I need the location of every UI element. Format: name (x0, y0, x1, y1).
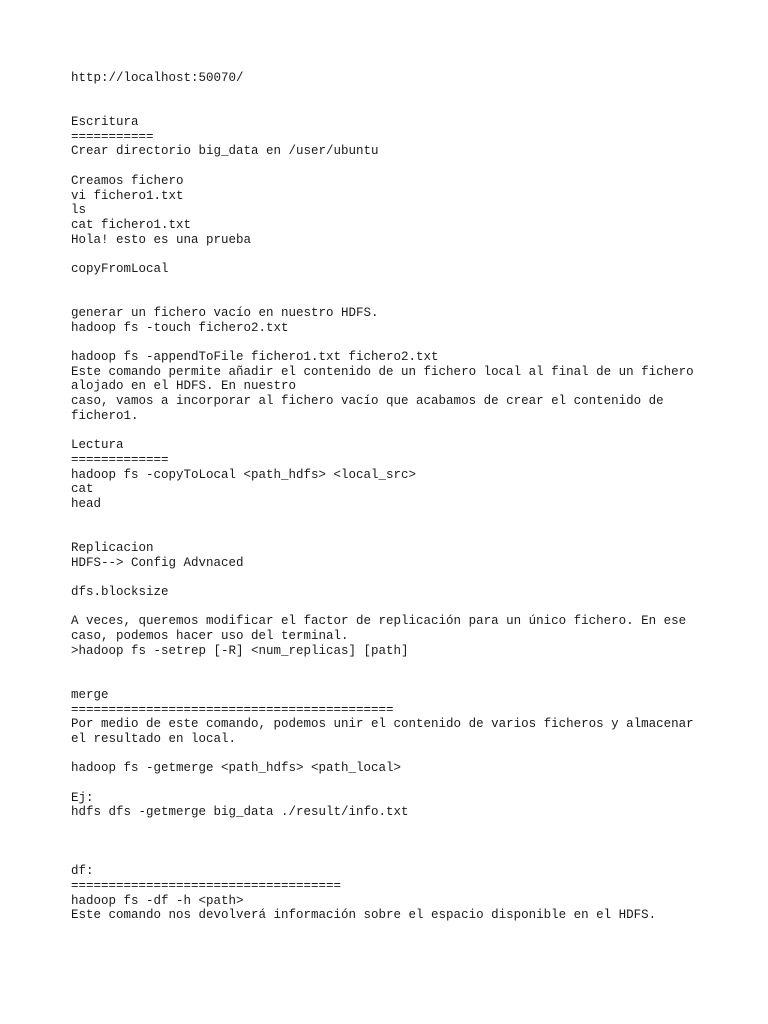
text-line: =========== (71, 129, 154, 144)
blank-line (71, 820, 728, 835)
text-line: http://localhost:50070/ (71, 71, 244, 85)
text-line: HDFS--> Config Advnaced (71, 555, 244, 570)
text-line: =========================================== (71, 702, 394, 717)
text-line: generar un fichero vacío en nuestro HDFS. (71, 306, 379, 320)
blank-line (71, 512, 728, 527)
blank-line (71, 277, 728, 292)
blank-line (71, 747, 728, 762)
blank-line (71, 659, 728, 674)
blank-line (71, 86, 728, 101)
text-line: hadoop fs -getmerge <path_hdfs> <path_local> (71, 761, 402, 776)
text-line: copyFromLocal (71, 261, 169, 276)
blank-line (71, 526, 728, 541)
text-line: vi fichero1.txt (71, 188, 184, 203)
blank-line (71, 291, 728, 306)
text-line: Creamos fichero (71, 173, 184, 188)
text-line: merge (71, 687, 109, 702)
blank-line (71, 600, 728, 615)
text-line: Escritura (71, 115, 139, 130)
text-line: Ej: (71, 790, 94, 805)
blank-line (71, 835, 728, 850)
blank-line (71, 100, 728, 115)
text-line: df: (71, 864, 94, 879)
document-text-body (71, 71, 728, 923)
text-line: Lectura (71, 438, 124, 453)
text-line: Replicacion (71, 541, 154, 555)
text-line: caso, vamos a incorporar al fichero vacío que acabamos de crear el contenido de (71, 394, 664, 409)
text-line: fichero1. (71, 408, 139, 423)
text-line: cat (71, 482, 94, 497)
text-line: ls (71, 203, 87, 218)
text-line: ============= (71, 452, 169, 467)
blank-line (71, 159, 728, 174)
blank-line (71, 673, 728, 688)
text-line: Por medio de este comando, podemos unir el contenido de varios ficheros y almacenar (71, 717, 694, 732)
text-line: Este comando nos devolverá información sobre el espacio disponible en el HDFS. (71, 908, 657, 923)
text-line: alojado en el HDFS. En nuestro (71, 379, 297, 394)
blank-line (71, 570, 728, 585)
blank-line (71, 849, 728, 864)
blank-line (71, 247, 728, 262)
text-line: head (71, 496, 102, 511)
text-line: hadoop fs -appendToFile fichero1.txt fichero2.txt (71, 350, 439, 365)
text-line: dfs.blocksize (71, 585, 169, 600)
text-line: Hola! esto es una prueba (71, 232, 252, 247)
text-line: cat fichero1.txt (71, 217, 192, 232)
blank-line (71, 776, 728, 791)
text-line: el resultado en local. (71, 731, 237, 746)
text-line: hadoop fs -copyToLocal <path_hdfs> <local_src> (71, 467, 417, 482)
text-line: Este comando permite añadir el contenido de un fichero local al final de un fichero (71, 364, 694, 379)
text-line: hdfs dfs -getmerge big_data ./result/info.txt (71, 805, 409, 820)
blank-line (71, 424, 728, 439)
text-line: >hadoop fs -setrep [-R] <num_replicas] [path] (71, 643, 409, 658)
text-line: caso, podemos hacer uso del terminal. (71, 629, 349, 644)
text-line: ==================================== (71, 878, 342, 893)
text-line: hadoop fs -touch fichero2.txt (71, 320, 289, 335)
text-line: Crear directorio big_data en /user/ubuntu (71, 144, 379, 159)
text-line: hadoop fs -df -h <path> (71, 893, 244, 908)
text-line: A veces, queremos modificar el factor de replicación para un único fichero. En ese (71, 614, 687, 629)
blank-line (71, 335, 728, 350)
